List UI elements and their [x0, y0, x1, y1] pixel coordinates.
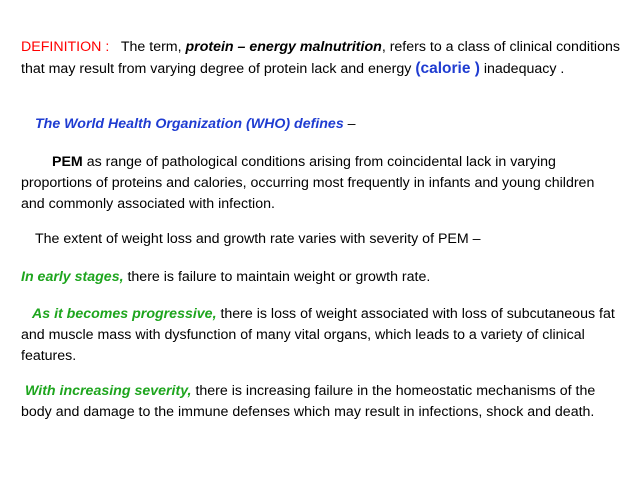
severity-label: With increasing severity, — [25, 383, 192, 399]
who-heading-line — [35, 114, 635, 135]
pem-paragraph — [21, 152, 621, 215]
severity-paragraph — [21, 381, 621, 423]
progressive-label: As it becomes progressive, — [32, 306, 217, 322]
early-stages-label: In early stages, — [21, 269, 124, 285]
pem-text: as range of pathological conditions arising from coincidental lack in varying proportions of proteins and calories, occurring most frequently in infants and young children and commonly associated with infection. — [21, 154, 595, 212]
early-stages-paragraph — [21, 267, 621, 288]
who-heading: The World Health Organization (WHO) defines — [35, 116, 344, 132]
progressive-text: there is loss of weight associated with loss of subcutaneous fat and muscle mass with dysfunction of many vital organs, which leads to a variety of clinical features. — [21, 306, 615, 364]
severity-text: there is increasing failure in the homeostatic mechanisms of the body and damage to the immune defenses which may result in infections, shock and death. — [21, 383, 596, 420]
definition-text-end: inadequacy . — [479, 61, 565, 77]
definition-text-middle: , refers to a class of clinical conditions that may result from varying degree of protein lack and energy — [21, 39, 620, 77]
definition-text-start: The term, — [120, 39, 186, 55]
who-dash: – — [343, 116, 356, 132]
extent-paragraph — [35, 229, 635, 250]
early-stages-text: there is failure to maintain weight or growth rate. — [123, 269, 431, 285]
definition-gap — [109, 39, 121, 55]
progressive-paragraph — [21, 304, 621, 367]
extent-text: The extent of weight loss and growth rate varies with severity of PEM – — [35, 231, 481, 247]
pem-term: PEM — [52, 154, 83, 170]
definition-paragraph — [21, 37, 621, 80]
calorie-term: (calorie ) — [415, 60, 480, 77]
definition-label: DEFINITION : — [21, 39, 110, 55]
pem-full-term: protein – energy malnutrition — [185, 39, 382, 55]
